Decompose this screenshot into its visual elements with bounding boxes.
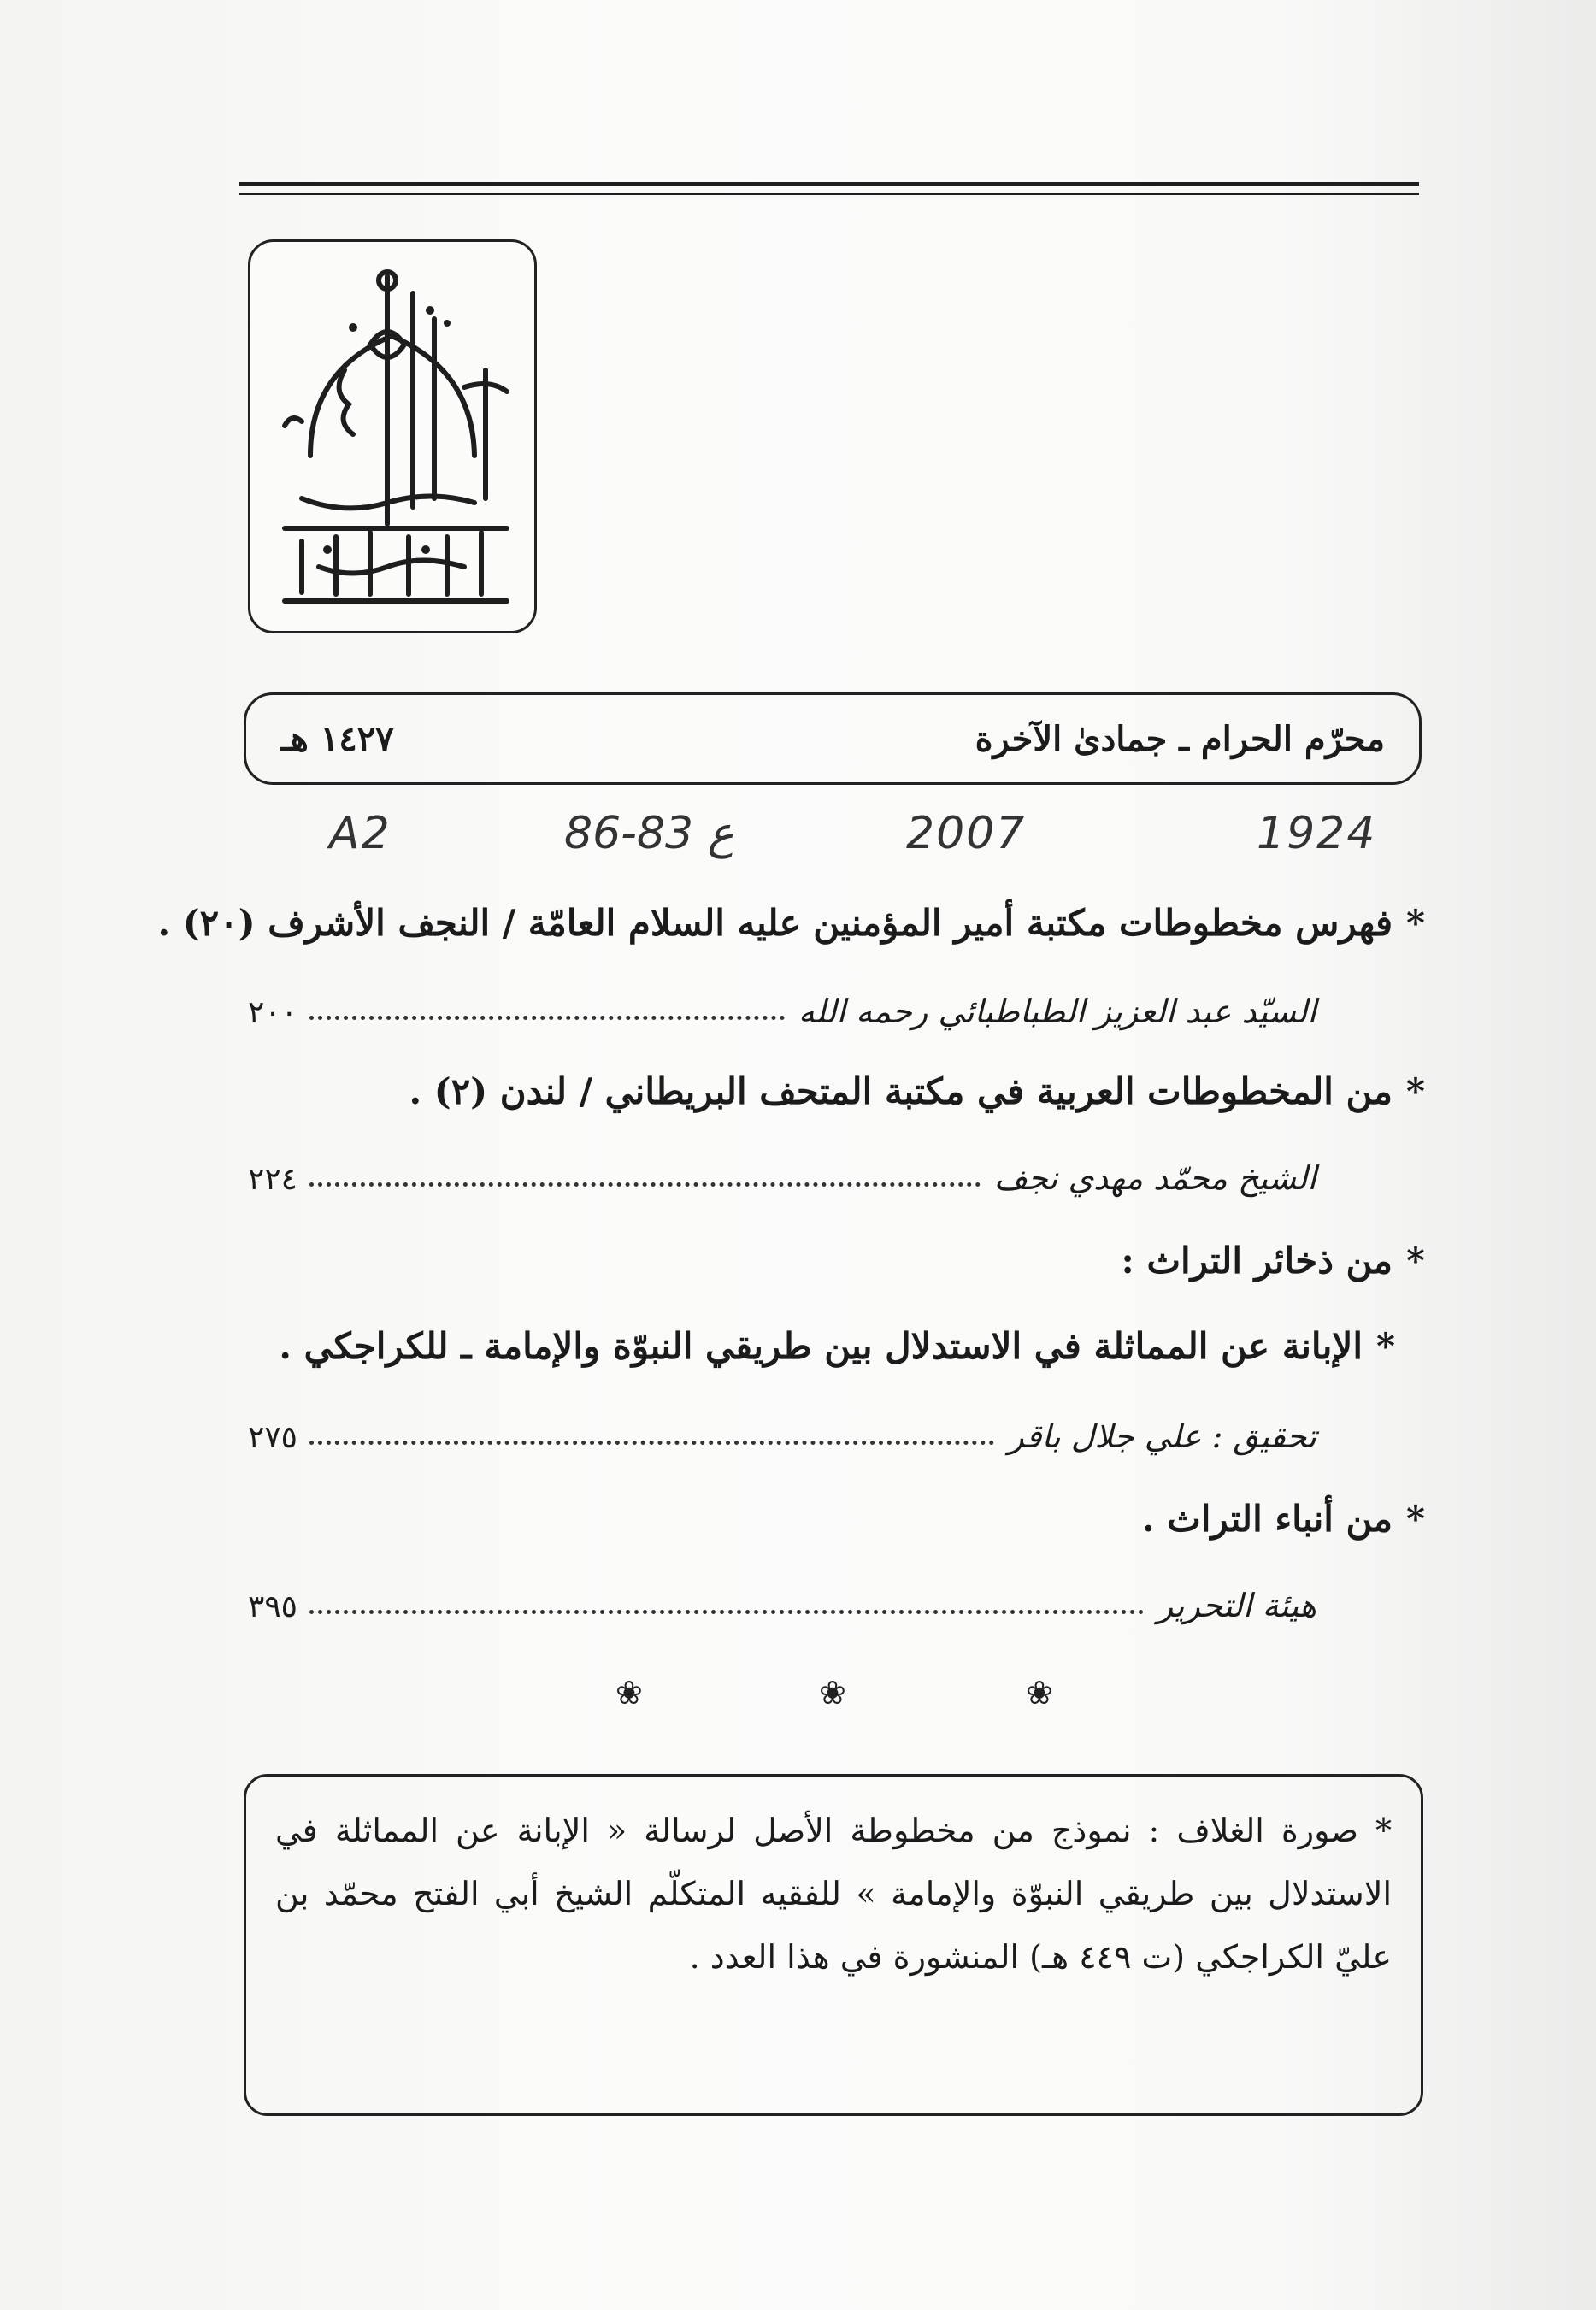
toc-title-text: فهرس مخطوطات مكتبة أمير المؤمنين عليه السلام العامّة / النجف الأشرف (٢٠) . (157, 902, 1393, 944)
toc-author: السيّد عبد العزيز الطباطبائي رحمه الله (798, 993, 1316, 1030)
dot-leader (309, 1016, 785, 1020)
issue-year: ١٤٢٧ هـ (280, 718, 394, 759)
issue-months: محرّم الحرام ـ جمادىٰ الآخرة (975, 718, 1385, 759)
toc-section-text: من ذخائر التراث : (1121, 1240, 1393, 1282)
toc-title-text: من المخطوطات العربية في مكتبة المتحف البريطاني / لندن (٢) . (409, 1070, 1393, 1112)
toc-page-number: ٢٧٥ (248, 1420, 298, 1455)
toc-author: الشيخ محمّد مهدي نجف (993, 1159, 1316, 1197)
toc-entry-line (248, 1573, 1316, 1624)
flower-icon: ❀ (1026, 1674, 1053, 1712)
top-rule-thick (239, 182, 1419, 186)
toc-author: هيئة التحرير (1157, 1587, 1316, 1624)
handwritten-number: 1924 (1257, 808, 1377, 859)
toc-author: تحقيق : علي جلال باقر (1008, 1417, 1316, 1455)
toc-section-heading (168, 1240, 1425, 1282)
bullet-star-icon: * (1406, 1240, 1425, 1282)
handwritten-year: 2007 (906, 808, 1027, 859)
bullet-star-icon: * (1406, 1498, 1425, 1540)
toc-page-number: ٢٢٤ (248, 1162, 298, 1197)
dot-leader (309, 1182, 981, 1187)
toc-title-text: الإبانة عن المماثلة في الاستدلال بين طريقي النبوّة والإمامة ـ للكراجكي . (279, 1325, 1363, 1367)
bullet-star-icon: * (1406, 902, 1425, 944)
issue-date-banner (244, 692, 1422, 785)
toc-entry-title (157, 902, 1425, 944)
toc-entry-title (168, 1498, 1425, 1540)
toc-title-text: من أنباء التراث . (1141, 1498, 1393, 1540)
top-rule-thin (239, 193, 1419, 195)
dot-leader (309, 1441, 994, 1445)
flower-icon: ❀ (615, 1674, 643, 1712)
toc-entry-title (138, 1325, 1395, 1367)
toc-page-number: ٢٠٠ (248, 995, 298, 1030)
bullet-star-icon: * (1406, 1070, 1425, 1112)
toc-page-number: ٣٩٥ (248, 1589, 298, 1624)
calligraphy-emblem-icon (250, 242, 534, 631)
toc-entry-title (168, 1070, 1425, 1112)
cover-caption-box: * صورة الغلاف : نموذج من مخطوطة الأصل لرسالة « الإبانة عن المماثلة في الاستدلال بين طريقي النبوّة والإمامة » للفقيه المتكلّم الشيخ أبي الفتح محمّد بن عليّ الكراجكي (ت ٤٤٩ هـ) المنشورة في هذا العدد . (244, 1774, 1423, 2116)
dot-leader (309, 1610, 1144, 1614)
handwritten-range: 86-83 ع (564, 808, 734, 859)
handwritten-code: A2 (329, 808, 392, 859)
flower-separator (0, 1674, 1596, 1725)
toc-entry-line (248, 1146, 1316, 1197)
institution-logo (248, 239, 537, 633)
bullet-star-icon: * (1376, 1325, 1395, 1367)
toc-entry-line (248, 979, 1316, 1030)
toc-entry-line (248, 1404, 1316, 1455)
flower-icon: ❀ (819, 1674, 846, 1712)
